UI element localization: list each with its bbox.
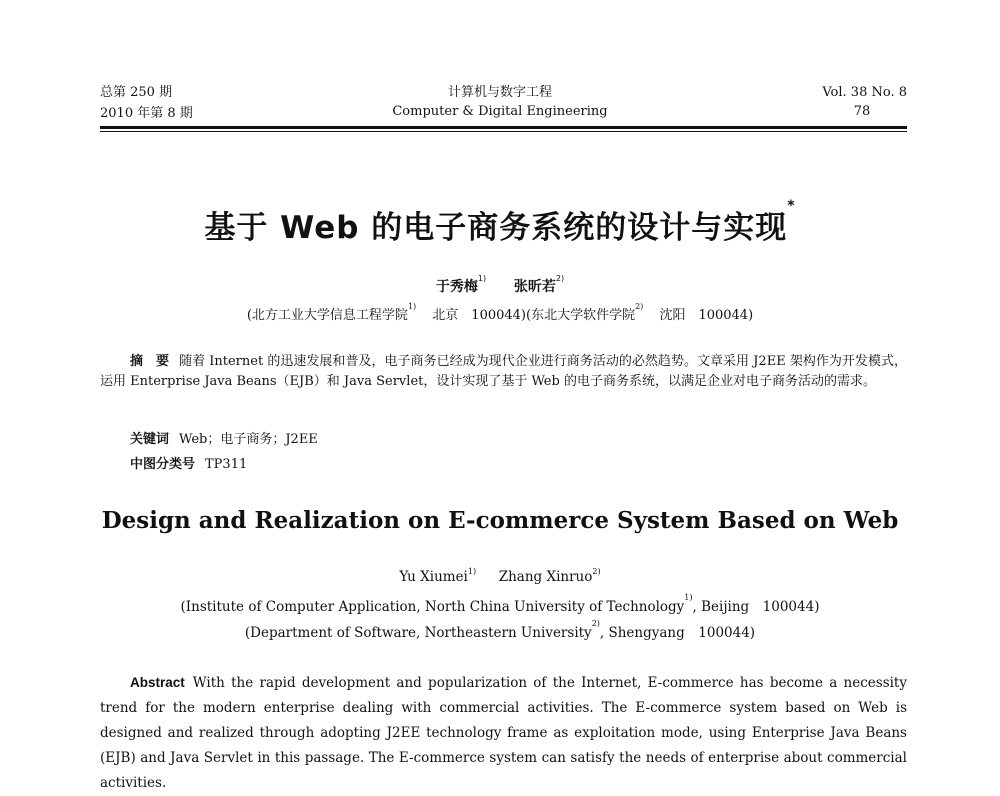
affiliation-cn-sup2: 2): [635, 302, 644, 311]
journal-name-cn: 计算机与数字工程: [447, 85, 552, 100]
authors-en: [0, 569, 1000, 585]
classification-cn-label: 中图分类号: [130, 457, 196, 472]
title-cn-text: 基于 Web 的电子商务系统的设计与实现: [204, 210, 788, 246]
authors-cn: [0, 276, 1000, 296]
affiliation-cn-sup1: 1): [407, 302, 417, 311]
author-en-1: Yu Xiumei: [399, 569, 468, 585]
keywords-cn-label: 关键词: [130, 432, 170, 447]
header-rule-thin: [100, 131, 907, 132]
affiliation-en-1-sup: 1): [684, 593, 693, 602]
author-cn-1: 于秀梅: [435, 279, 478, 295]
author-en-1-sup: 1): [467, 567, 477, 576]
issue-date: 2010 年第 8 期: [100, 106, 193, 121]
affiliation-cn-part2: 北京 100044)(东北大学软件学院: [432, 308, 636, 323]
keywords-cn-text: Web；电子商务；J2EE: [179, 432, 318, 447]
abstract-cn-label: 摘 要: [130, 354, 170, 369]
abstract-en-label: Abstract: [130, 675, 185, 690]
author-en-2-sup: 2): [592, 567, 601, 576]
page-number: 78: [853, 104, 871, 119]
title-cn: [0, 198, 1000, 247]
abstract-cn-text: 随着 Internet 的迅速发展和普及，电子商务已经成为现代企业进行商务活动的必然趋势。文章采用 J2EE 架构作为开发模式，运用 Enterprise Java Beans（EJB）和 Java Servlet，设计实现了基于 Web 的电子商务系统，以满足企业对电子商务活动的需求。: [100, 354, 907, 389]
affiliation-en-1-text: (Institute of Computer Application, North China University of Technology: [180, 599, 685, 615]
affiliation-en-2-text: (Department of Software, Northeastern University: [244, 625, 592, 641]
author-en-2: Zhang Xinruo: [498, 569, 593, 585]
keywords-cn: [100, 430, 907, 450]
affiliation-en-2-tail: , Shengyang 100044): [599, 625, 756, 641]
title-en: Design and Realization on E-commerce System Based on Web: [101, 507, 899, 534]
volume-number: Vol. 38 No. 8: [822, 85, 907, 100]
issue-number: 总第 250 期: [100, 85, 173, 100]
abstract-cn: [100, 352, 907, 392]
affiliation-en-1-tail: , Beijing 100044): [692, 599, 820, 615]
affiliation-en-1: [0, 595, 1000, 615]
journal-name-en: Computer & Digital Engineering: [392, 104, 608, 119]
title-footnote-mark: *: [787, 198, 796, 214]
header-rule-thick: [100, 126, 907, 129]
author-cn-2-sup: 2): [555, 274, 565, 283]
author-cn-2: 张昕若: [513, 279, 556, 295]
affiliation-cn-part3: 沈阳 100044): [659, 308, 754, 323]
abstract-en-text: With the rapid development and popularization of the Internet, E-commerce has become a necessity trend for the modern enterprise dealing with commercial activities. The E-commerce system based on Web is designed and realized through adopting J2EE technology frame as exploitation mode, using Enterprise Java Beans (EJB) and Java Servlet in this passage. The E-commerce system can satisfy the needs of enterprise about commercial activities.: [100, 675, 907, 791]
classification-cn: [100, 455, 907, 475]
abstract-en: [100, 670, 907, 796]
affiliation-cn: [0, 304, 1000, 323]
affiliation-cn-part1: (北方工业大学信息工程学院: [246, 308, 408, 323]
affiliation-en-2: [0, 621, 1000, 641]
affiliation-en-2-sup: 2): [591, 619, 600, 628]
classification-cn-text: TP311: [205, 457, 248, 472]
author-cn-1-sup: 1): [477, 274, 487, 283]
